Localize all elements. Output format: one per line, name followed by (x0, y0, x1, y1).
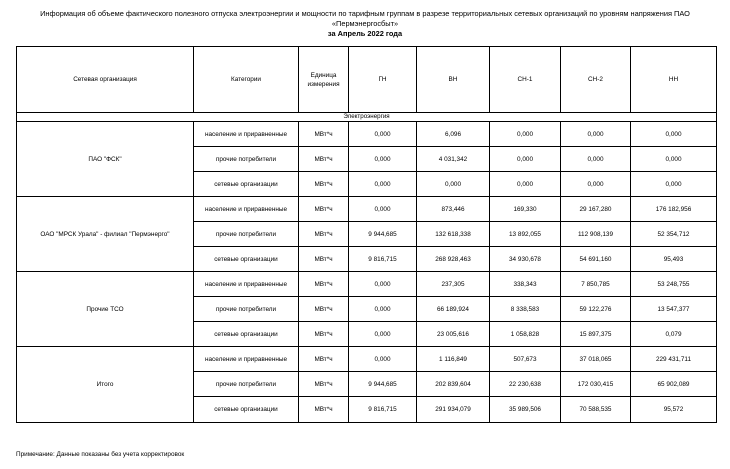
header-vn: ВН (417, 47, 490, 113)
value-cell-vn: 66 189,924 (417, 297, 490, 322)
value-cell-nn: 0,079 (631, 322, 717, 347)
table-row (17, 197, 717, 222)
value-cell-gn: 0,000 (349, 272, 417, 297)
header-unit: Единица измерения (299, 47, 349, 113)
value-cell-gn: 9 944,685 (349, 372, 417, 397)
unit-cell: МВт*ч (299, 322, 349, 347)
value-cell-vn: 23 005,616 (417, 322, 490, 347)
unit-cell: МВт*ч (299, 372, 349, 397)
header-category: Категории (194, 47, 299, 113)
value-cell-vn: 873,446 (417, 197, 490, 222)
category-cell: население и приравненные (194, 197, 299, 222)
value-cell-vn: 291 934,079 (417, 397, 490, 423)
value-cell-vn: 4 031,342 (417, 147, 490, 172)
category-cell: сетевые организации (194, 172, 299, 197)
value-cell-sn2: 7 850,785 (561, 272, 631, 297)
unit-cell: МВт*ч (299, 347, 349, 372)
category-cell: прочие потребители (194, 297, 299, 322)
table-row (17, 347, 717, 372)
report-period: за Апрель 2022 года (327, 29, 403, 38)
value-cell-sn1: 338,343 (490, 272, 561, 297)
unit-cell: МВт*ч (299, 147, 349, 172)
value-cell-vn: 237,305 (417, 272, 490, 297)
value-cell-sn1: 35 989,506 (490, 397, 561, 423)
table-row (17, 122, 717, 147)
header-gn: ГН (349, 47, 417, 113)
section-label: Электроэнергия (17, 113, 717, 122)
value-cell-sn2: 59 122,276 (561, 297, 631, 322)
category-cell: сетевые организации (194, 322, 299, 347)
value-cell-sn1: 169,330 (490, 197, 561, 222)
value-cell-sn2: 172 030,415 (561, 372, 631, 397)
report-title-line2: «Пермэнергосбыт» (331, 19, 399, 28)
value-cell-nn: 0,000 (631, 172, 717, 197)
value-cell-sn2: 54 691,160 (561, 247, 631, 272)
value-cell-gn: 0,000 (349, 322, 417, 347)
category-cell: население и приравненные (194, 272, 299, 297)
category-cell: население и приравненные (194, 347, 299, 372)
unit-cell: МВт*ч (299, 122, 349, 147)
value-cell-sn2: 70 588,535 (561, 397, 631, 423)
value-cell-vn: 132 618,338 (417, 222, 490, 247)
footnote-text: Данные показаны без учета корректировок (56, 451, 185, 458)
value-cell-gn: 0,000 (349, 122, 417, 147)
value-cell-sn1: 13 892,055 (490, 222, 561, 247)
value-cell-nn: 65 902,089 (631, 372, 717, 397)
value-cell-sn1: 8 338,583 (490, 297, 561, 322)
org-cell: Прочие ТСО (17, 272, 194, 347)
value-cell-gn: 9 944,685 (349, 222, 417, 247)
value-cell-gn: 9 816,715 (349, 397, 417, 423)
value-cell-vn: 1 116,849 (417, 347, 490, 372)
unit-cell: МВт*ч (299, 297, 349, 322)
value-cell-nn: 176 182,956 (631, 197, 717, 222)
category-cell: сетевые организации (194, 247, 299, 272)
category-cell: прочие потребители (194, 222, 299, 247)
value-cell-nn: 95,572 (631, 397, 717, 423)
org-cell: ОАО "МРСК Урала" - филиал "Пермэнерго" (17, 197, 194, 272)
value-cell-sn1: 507,673 (490, 347, 561, 372)
value-cell-nn: 13 547,377 (631, 297, 717, 322)
value-cell-sn2: 0,000 (561, 172, 631, 197)
value-cell-vn: 0,000 (417, 172, 490, 197)
value-cell-sn2: 0,000 (561, 147, 631, 172)
category-cell: прочие потребители (194, 147, 299, 172)
unit-cell: МВт*ч (299, 197, 349, 222)
unit-cell: МВт*ч (299, 272, 349, 297)
value-cell-gn: 0,000 (349, 297, 417, 322)
value-cell-gn: 0,000 (349, 347, 417, 372)
category-cell: население и приравненные (194, 122, 299, 147)
value-cell-sn2: 29 167,280 (561, 197, 631, 222)
value-cell-nn: 0,000 (631, 147, 717, 172)
report-title-line1: Информация об объеме фактического полезного отпуска электроэнергии и мощности по тарифным группам в разрезе территориальных сетевых организаций по уровням напряжения ПАО (40, 9, 690, 18)
value-cell-nn: 0,000 (631, 122, 717, 147)
table-header-row (17, 47, 717, 113)
unit-cell: МВт*ч (299, 397, 349, 423)
value-cell-gn: 9 816,715 (349, 247, 417, 272)
category-cell: сетевые организации (194, 397, 299, 423)
value-cell-sn2: 15 897,375 (561, 322, 631, 347)
value-cell-sn2: 0,000 (561, 122, 631, 147)
value-cell-sn1: 0,000 (490, 172, 561, 197)
value-cell-nn: 229 431,711 (631, 347, 717, 372)
section-row (17, 113, 717, 122)
report-table (16, 46, 717, 423)
report-title (0, 9, 730, 39)
value-cell-vn: 202 839,604 (417, 372, 490, 397)
footnote (16, 451, 184, 458)
header-sn1: СН-1 (490, 47, 561, 113)
org-cell: Итого (17, 347, 194, 423)
value-cell-sn2: 112 908,139 (561, 222, 631, 247)
unit-cell: МВт*ч (299, 222, 349, 247)
value-cell-vn: 268 928,463 (417, 247, 490, 272)
value-cell-nn: 53 248,755 (631, 272, 717, 297)
value-cell-gn: 0,000 (349, 197, 417, 222)
category-cell: прочие потребители (194, 372, 299, 397)
value-cell-nn: 95,493 (631, 247, 717, 272)
value-cell-vn: 6,096 (417, 122, 490, 147)
unit-cell: МВт*ч (299, 247, 349, 272)
value-cell-sn1: 22 230,638 (490, 372, 561, 397)
header-org: Сетевая организация (17, 47, 194, 113)
value-cell-sn1: 0,000 (490, 147, 561, 172)
value-cell-sn1: 0,000 (490, 122, 561, 147)
table-row (17, 272, 717, 297)
value-cell-gn: 0,000 (349, 147, 417, 172)
value-cell-sn1: 1 058,828 (490, 322, 561, 347)
value-cell-sn2: 37 018,065 (561, 347, 631, 372)
header-nn: НН (631, 47, 717, 113)
header-sn2: СН-2 (561, 47, 631, 113)
value-cell-sn1: 34 930,678 (490, 247, 561, 272)
value-cell-gn: 0,000 (349, 172, 417, 197)
org-cell: ПАО "ФСК" (17, 122, 194, 197)
footnote-label: Примечание: (16, 451, 55, 458)
value-cell-nn: 52 354,712 (631, 222, 717, 247)
unit-cell: МВт*ч (299, 172, 349, 197)
